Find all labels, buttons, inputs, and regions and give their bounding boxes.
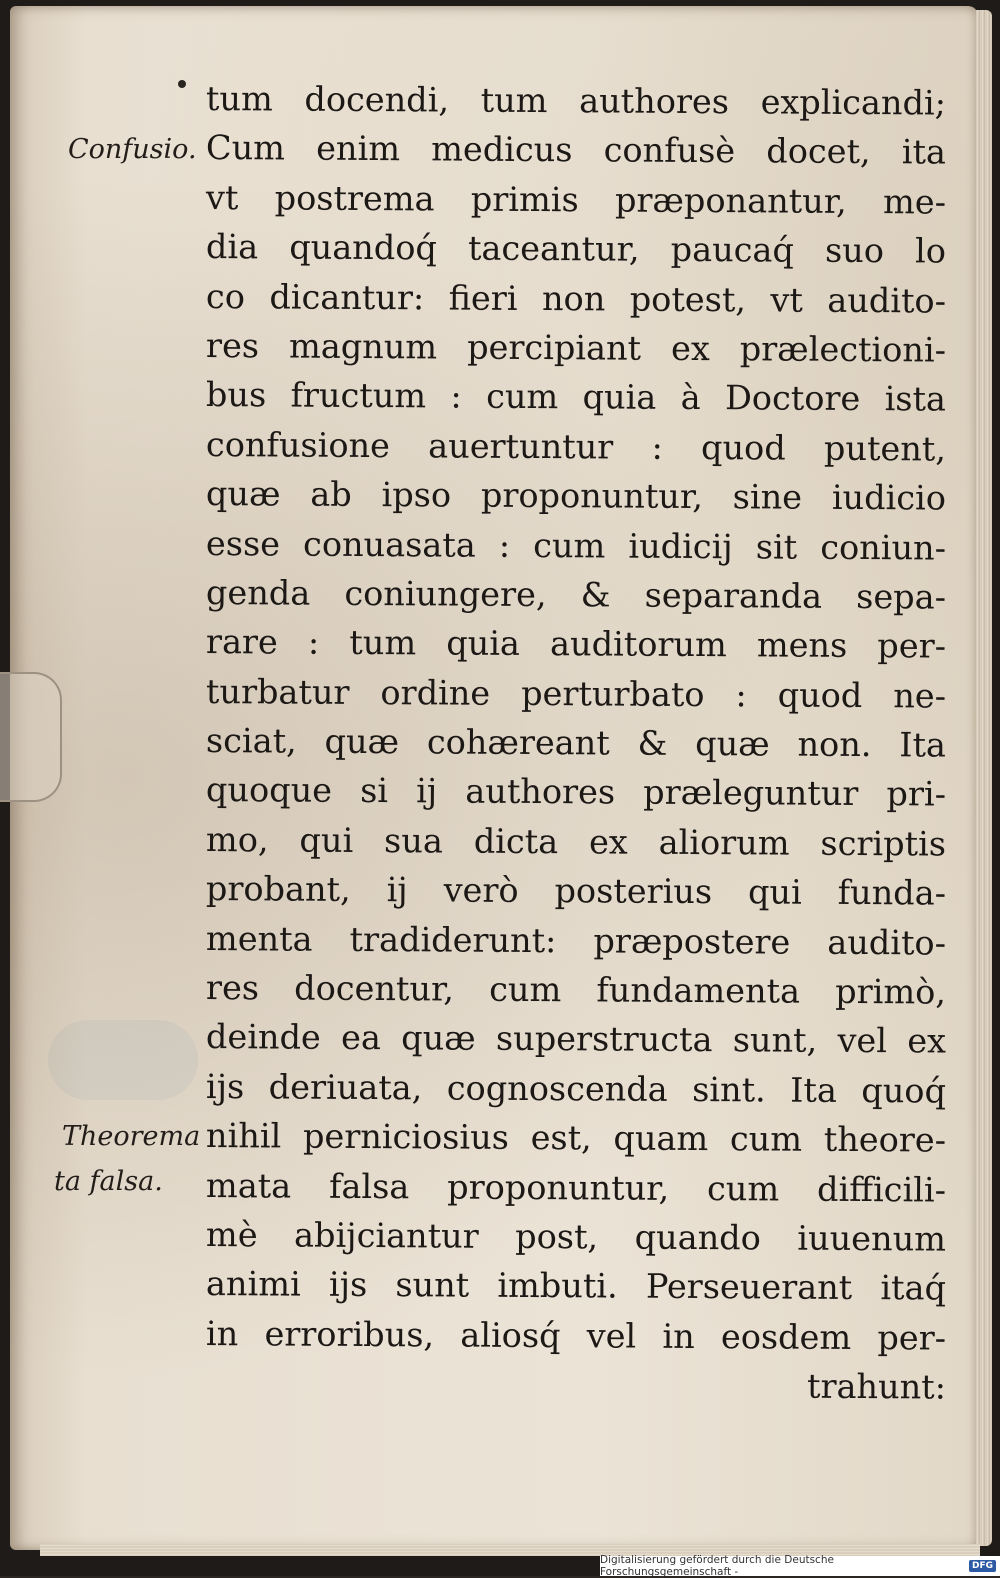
text-line: Cum enim medicus confusè docet, ita [205,128,947,172]
faded-stamp [48,1020,198,1100]
marginal-note-theorema-line2: ta falsa. [54,1166,163,1197]
catchword-line: trahunt: [806,1366,947,1407]
text-line: bus fructum : cum quia à Doctore ista [205,375,947,419]
text-line: res docentur, cum fundamenta primò, [205,968,947,1012]
text-line: mata falsa proponuntur, cum difficili- [205,1165,947,1210]
text-line: dia quandoq́ taceantur, paucaq́ suo lo [205,227,947,271]
margin-dot [178,80,186,88]
marginal-note-theorema-line1: Theorema [62,1121,201,1152]
text-line: co dicantur: fieri non potest, vt audito- [205,276,947,321]
page-edges-right [976,10,992,1546]
text-line: esse conuasata : cum iudicij sit coniun- [205,523,947,568]
main-text-block [206,74,946,1408]
text-line: mè abijciantur post, quando iuuenum [205,1214,947,1259]
text-line: turbatur ordine perturbato : quod ne- [205,671,947,716]
text-line: animi ijs sunt imbuti. Perseuerant itaq́ [205,1264,947,1308]
text-line: ijs deriuata, cognoscenda sint. Ita quoq́ [205,1066,947,1111]
text-line: tum docendi, tum authores explicandi; [205,79,947,123]
text-line: rare : tum quia auditorum mens per- [205,622,947,666]
text-line: confusione auertuntur : quod putent, [205,424,947,469]
text-line: nihil perniciosius est, quam cum theore- [205,1116,947,1160]
text-line: vt postrema primis præponantur, me- [205,177,947,222]
text-line: in erroribus, aliosq́ vel in eosdem per- [205,1313,947,1358]
marginal-note-confusio: Confusio. [68,134,197,165]
digitization-credit-bar [600,1556,1000,1576]
text-line: mo, qui sua dicta ex aliorum scriptis [205,819,947,864]
text-line: menta tradiderunt: præpostere audito- [205,918,947,963]
book-clasp [0,672,62,802]
text-line: quæ ab ipso proponuntur, sine iudicio [205,474,947,518]
dfg-logo: DFG [969,1560,996,1572]
text-line: genda coniungere, & separanda sepa- [205,572,947,617]
text-line: sciat, quæ cohæreant & quæ non. Ita [205,721,947,765]
text-line: deinde ea quæ superstructa sunt, vel ex [205,1017,947,1061]
text-line: probant, ij verò posterius qui funda- [205,869,947,913]
digitization-credit-text: Digitalisierung gefördert durch die Deutsche Forschungsgemeinschaft - [600,1554,834,1578]
text-line: quoque si ij authores præleguntur pri- [205,770,947,814]
text-line: res magnum percipiant ex prælectioni- [205,325,947,370]
